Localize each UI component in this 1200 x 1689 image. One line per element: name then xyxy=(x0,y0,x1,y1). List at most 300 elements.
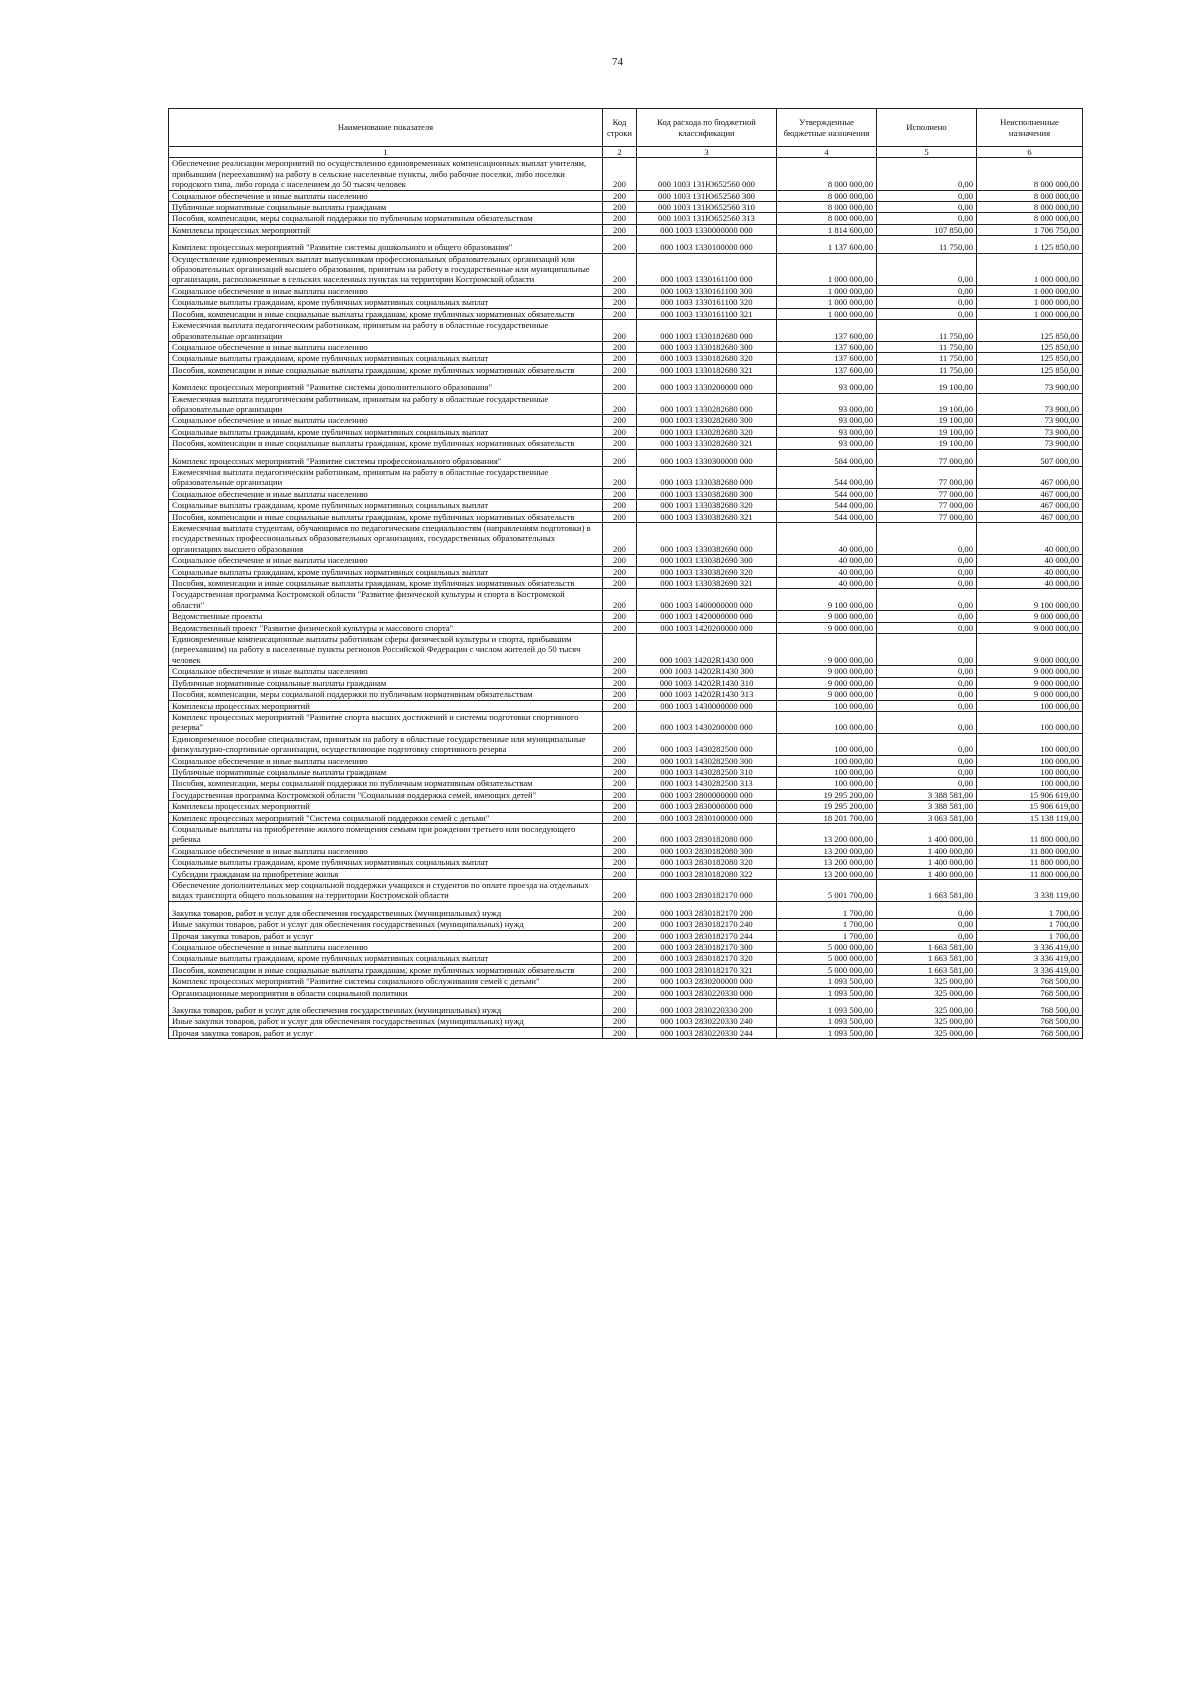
row-name-cell: Комплексы процессных мероприятий xyxy=(169,801,603,812)
row-budget-code-cell: 000 1003 1330161100 320 xyxy=(637,297,777,308)
row-line-code-cell: 200 xyxy=(603,666,637,677)
row-approved-cell: 1 000 000,00 xyxy=(777,285,877,296)
row-executed-cell: 77 000,00 xyxy=(877,500,977,511)
row-approved-cell: 9 000 000,00 xyxy=(777,689,877,700)
row-approved-cell: 137 600,00 xyxy=(777,364,877,375)
row-budget-code-cell: 000 1003 1430282500 313 xyxy=(637,778,777,789)
row-budget-code-cell: 000 1003 1330282680 300 xyxy=(637,415,777,426)
row-line-code-cell: 200 xyxy=(603,364,637,375)
row-line-code-cell: 200 xyxy=(603,733,637,755)
row-line-code-cell: 200 xyxy=(603,297,637,308)
column-number: 4 xyxy=(777,147,877,158)
row-line-code-cell: 200 xyxy=(603,376,637,393)
row-budget-code-cell: 000 1003 2830100000 000 xyxy=(637,812,777,823)
row-budget-code-cell: 000 1003 1330282680 321 xyxy=(637,438,777,449)
row-budget-code-cell: 000 1003 131Ю652560 300 xyxy=(637,190,777,201)
row-approved-cell: 137 600,00 xyxy=(777,341,877,352)
row-name-cell: Пособия, компенсации и иные социальные выплаты гражданам, кроме публичных нормативных обязательств xyxy=(169,364,603,375)
row-executed-cell: 0,00 xyxy=(877,689,977,700)
row-budget-code-cell: 000 1003 1400000000 000 xyxy=(637,589,777,611)
table-row xyxy=(169,376,1083,393)
row-unexecuted-cell: 100 000,00 xyxy=(977,733,1083,755)
row-executed-cell: 77 000,00 xyxy=(877,466,977,488)
row-name-cell: Социальное обеспечение и иные выплаты населению xyxy=(169,341,603,352)
row-executed-cell: 1 663 581,00 xyxy=(877,942,977,953)
table-row xyxy=(169,901,1083,918)
row-budget-code-cell: 000 1003 1430282500 300 xyxy=(637,755,777,766)
row-budget-code-cell: 000 1003 1330100000 000 xyxy=(637,236,777,253)
row-budget-code-cell: 000 1003 2830182080 322 xyxy=(637,868,777,879)
row-executed-cell: 0,00 xyxy=(877,634,977,666)
row-line-code-cell: 200 xyxy=(603,778,637,789)
row-executed-cell: 0,00 xyxy=(877,778,977,789)
row-executed-cell: 0,00 xyxy=(877,622,977,633)
row-unexecuted-cell: 1 706 750,00 xyxy=(977,224,1083,235)
table-row xyxy=(169,224,1083,235)
row-approved-cell: 93 000,00 xyxy=(777,415,877,426)
row-name-cell: Публичные нормативные социальные выплаты гражданам xyxy=(169,766,603,777)
table-row xyxy=(169,353,1083,364)
table-row xyxy=(169,823,1083,845)
row-unexecuted-cell: 100 000,00 xyxy=(977,766,1083,777)
row-line-code-cell: 200 xyxy=(603,285,637,296)
row-approved-cell: 100 000,00 xyxy=(777,778,877,789)
row-executed-cell: 19 100,00 xyxy=(877,376,977,393)
table-row xyxy=(169,190,1083,201)
row-approved-cell: 93 000,00 xyxy=(777,376,877,393)
table-row xyxy=(169,845,1083,856)
row-approved-cell: 9 000 000,00 xyxy=(777,666,877,677)
row-approved-cell: 1 093 500,00 xyxy=(777,987,877,998)
row-unexecuted-cell: 9 100 000,00 xyxy=(977,589,1083,611)
row-budget-code-cell: 000 1003 2830182170 244 xyxy=(637,930,777,941)
row-unexecuted-cell: 467 000,00 xyxy=(977,511,1083,522)
row-name-cell: Обеспечение дополнительных мер социальной поддержки учащихся и студентов по оплате проезда на отдельных видах транспорта общего пользования на территории Костромской области xyxy=(169,880,603,902)
table-row xyxy=(169,438,1083,449)
row-line-code-cell: 200 xyxy=(603,987,637,998)
row-budget-code-cell: 000 1003 2830220330 200 xyxy=(637,999,777,1016)
row-approved-cell: 137 600,00 xyxy=(777,320,877,342)
row-unexecuted-cell: 3 336 419,00 xyxy=(977,964,1083,975)
row-approved-cell: 9 000 000,00 xyxy=(777,634,877,666)
row-unexecuted-cell: 8 000 000,00 xyxy=(977,202,1083,213)
row-name-cell: Социальное обеспечение и иные выплаты населению xyxy=(169,666,603,677)
table-row xyxy=(169,253,1083,285)
row-line-code-cell: 200 xyxy=(603,566,637,577)
row-approved-cell: 100 000,00 xyxy=(777,700,877,711)
row-name-cell: Социальное обеспечение и иные выплаты населению xyxy=(169,555,603,566)
row-budget-code-cell: 000 1003 1420200000 000 xyxy=(637,622,777,633)
row-budget-code-cell: 000 1003 1330382680 300 xyxy=(637,488,777,499)
column-number: 1 xyxy=(169,147,603,158)
row-approved-cell: 9 000 000,00 xyxy=(777,677,877,688)
row-unexecuted-cell: 125 850,00 xyxy=(977,320,1083,342)
row-line-code-cell: 200 xyxy=(603,711,637,733)
row-unexecuted-cell: 768 500,00 xyxy=(977,987,1083,998)
row-approved-cell: 40 000,00 xyxy=(777,523,877,555)
row-name-cell: Государственная программа Костромской области "Социальная поддержка семей, имеющих детей" xyxy=(169,789,603,800)
row-budget-code-cell: 000 1003 1430000000 000 xyxy=(637,700,777,711)
row-line-code-cell: 200 xyxy=(603,919,637,930)
row-unexecuted-cell: 1 000 000,00 xyxy=(977,285,1083,296)
row-budget-code-cell: 000 1003 1330382690 321 xyxy=(637,578,777,589)
row-executed-cell: 0,00 xyxy=(877,308,977,319)
row-budget-code-cell: 000 1003 2830220330 000 xyxy=(637,987,777,998)
row-name-cell: Осуществление единовременных выплат выпускникам профессиональных образовательных организаций или образовательных организаций высшего образования, принятым на работу в государственные или муниципальные организации, расположенные в сельских населенных пунктах на территории Костромской области xyxy=(169,253,603,285)
row-budget-code-cell: 000 1003 1420000000 000 xyxy=(637,611,777,622)
row-executed-cell: 0,00 xyxy=(877,700,977,711)
row-name-cell: Иные закупки товаров, работ и услуг для обеспечения государственных (муниципальных) нужд xyxy=(169,1016,603,1027)
row-budget-code-cell: 000 1003 1430282500 310 xyxy=(637,766,777,777)
row-name-cell: Социальное обеспечение и иные выплаты населению xyxy=(169,415,603,426)
row-line-code-cell: 200 xyxy=(603,700,637,711)
row-budget-code-cell: 000 1003 131Ю652560 000 xyxy=(637,158,777,190)
table-row xyxy=(169,426,1083,437)
row-executed-cell: 0,00 xyxy=(877,213,977,224)
row-unexecuted-cell: 73 900,00 xyxy=(977,438,1083,449)
row-executed-cell: 3 063 581,00 xyxy=(877,812,977,823)
budget-execution-table xyxy=(168,108,1083,1039)
row-line-code-cell: 200 xyxy=(603,812,637,823)
row-approved-cell: 5 000 000,00 xyxy=(777,953,877,964)
table-row xyxy=(169,555,1083,566)
table-row xyxy=(169,341,1083,352)
row-approved-cell: 13 200 000,00 xyxy=(777,868,877,879)
row-executed-cell: 0,00 xyxy=(877,755,977,766)
row-executed-cell: 1 663 581,00 xyxy=(877,880,977,902)
table-row xyxy=(169,857,1083,868)
row-approved-cell: 19 295 200,00 xyxy=(777,789,877,800)
row-name-cell: Иные закупки товаров, работ и услуг для обеспечения государственных (муниципальных) нужд xyxy=(169,919,603,930)
row-unexecuted-cell: 1 700,00 xyxy=(977,919,1083,930)
row-unexecuted-cell: 1 700,00 xyxy=(977,901,1083,918)
row-budget-code-cell: 000 1003 1330000000 000 xyxy=(637,224,777,235)
row-budget-code-cell: 000 1003 1330382680 321 xyxy=(637,511,777,522)
row-executed-cell: 0,00 xyxy=(877,253,977,285)
row-name-cell: Социальное обеспечение и иные выплаты населению xyxy=(169,942,603,953)
row-name-cell: Социальное обеспечение и иные выплаты населению xyxy=(169,755,603,766)
row-unexecuted-cell: 100 000,00 xyxy=(977,755,1083,766)
row-line-code-cell: 200 xyxy=(603,341,637,352)
row-approved-cell: 93 000,00 xyxy=(777,426,877,437)
row-budget-code-cell: 000 1003 2830182170 300 xyxy=(637,942,777,953)
row-line-code-cell: 200 xyxy=(603,438,637,449)
row-budget-code-cell: 000 1003 1330182680 320 xyxy=(637,353,777,364)
row-line-code-cell: 200 xyxy=(603,976,637,987)
row-approved-cell: 1 700,00 xyxy=(777,930,877,941)
row-name-cell: Ведомственный проект "Развитие физической культуры и массового спорта" xyxy=(169,622,603,633)
table-row xyxy=(169,578,1083,589)
row-approved-cell: 13 200 000,00 xyxy=(777,857,877,868)
row-name-cell: Комплексы процессных мероприятий xyxy=(169,700,603,711)
row-name-cell: Социальные выплаты гражданам, кроме публичных нормативных социальных выплат xyxy=(169,426,603,437)
row-budget-code-cell: 000 1003 2830000000 000 xyxy=(637,801,777,812)
row-name-cell: Социальные выплаты гражданам, кроме публичных нормативных социальных выплат xyxy=(169,566,603,577)
row-unexecuted-cell: 73 900,00 xyxy=(977,426,1083,437)
row-approved-cell: 100 000,00 xyxy=(777,755,877,766)
row-budget-code-cell: 000 1003 2830200000 000 xyxy=(637,976,777,987)
row-line-code-cell: 200 xyxy=(603,1016,637,1027)
row-unexecuted-cell: 40 000,00 xyxy=(977,566,1083,577)
row-budget-code-cell: 000 1003 2830220330 244 xyxy=(637,1027,777,1038)
row-unexecuted-cell: 8 000 000,00 xyxy=(977,158,1083,190)
row-line-code-cell: 200 xyxy=(603,353,637,364)
row-unexecuted-cell: 15 906 619,00 xyxy=(977,801,1083,812)
table-row xyxy=(169,236,1083,253)
table-row xyxy=(169,320,1083,342)
row-name-cell: Пособия, компенсации и иные социальные выплаты гражданам, кроме публичных нормативных обязательств xyxy=(169,308,603,319)
row-name-cell: Пособия, компенсации, меры социальной поддержки по публичным нормативным обязательствам xyxy=(169,778,603,789)
row-line-code-cell: 200 xyxy=(603,611,637,622)
row-executed-cell: 0,00 xyxy=(877,523,977,555)
column-number: 3 xyxy=(637,147,777,158)
row-budget-code-cell: 000 1003 1330382690 300 xyxy=(637,555,777,566)
row-name-cell: Пособия, компенсации, меры социальной поддержки по публичным нормативным обязательствам xyxy=(169,213,603,224)
table-row xyxy=(169,868,1083,879)
row-budget-code-cell: 000 1003 1330282680 320 xyxy=(637,426,777,437)
table-row xyxy=(169,415,1083,426)
row-name-cell: Пособия, компенсации и иные социальные выплаты гражданам, кроме публичных нормативных обязательств xyxy=(169,578,603,589)
row-line-code-cell: 200 xyxy=(603,236,637,253)
row-name-cell: Социальные выплаты гражданам, кроме публичных нормативных социальных выплат xyxy=(169,953,603,964)
row-executed-cell: 0,00 xyxy=(877,666,977,677)
row-line-code-cell: 200 xyxy=(603,999,637,1016)
row-unexecuted-cell: 467 000,00 xyxy=(977,500,1083,511)
table-row xyxy=(169,919,1083,930)
row-budget-code-cell: 000 1003 1330382680 000 xyxy=(637,466,777,488)
row-line-code-cell: 200 xyxy=(603,466,637,488)
row-line-code-cell: 200 xyxy=(603,930,637,941)
row-approved-cell: 544 000,00 xyxy=(777,500,877,511)
row-budget-code-cell: 000 1003 2830182170 320 xyxy=(637,953,777,964)
row-budget-code-cell: 000 1003 131Ю652560 310 xyxy=(637,202,777,213)
row-name-cell: Обеспечение реализации мероприятий по осуществлению единовременных компенсационных выплат учителям, прибывшим (переехавшим) на работу в сельские населенные пункты, либо рабочие поселки, либо поселки городского типа, либо города с населением до 50 тысяч человек xyxy=(169,158,603,190)
row-line-code-cell: 200 xyxy=(603,224,637,235)
table-row xyxy=(169,622,1083,633)
row-line-code-cell: 200 xyxy=(603,755,637,766)
row-line-code-cell: 200 xyxy=(603,901,637,918)
row-approved-cell: 9 000 000,00 xyxy=(777,611,877,622)
row-line-code-cell: 200 xyxy=(603,1027,637,1038)
page-number: 74 xyxy=(612,56,623,68)
row-unexecuted-cell: 11 800 000,00 xyxy=(977,868,1083,879)
row-line-code-cell: 200 xyxy=(603,308,637,319)
row-name-cell: Социальные выплаты гражданам, кроме публичных нормативных социальных выплат xyxy=(169,353,603,364)
row-budget-code-cell: 000 1003 1330200000 000 xyxy=(637,376,777,393)
row-executed-cell: 0,00 xyxy=(877,297,977,308)
row-approved-cell: 1 000 000,00 xyxy=(777,297,877,308)
row-approved-cell: 13 200 000,00 xyxy=(777,823,877,845)
table-row xyxy=(169,523,1083,555)
row-executed-cell: 0,00 xyxy=(877,578,977,589)
row-budget-code-cell: 000 1003 2830182170 000 xyxy=(637,880,777,902)
row-executed-cell: 11 750,00 xyxy=(877,353,977,364)
row-budget-code-cell: 000 1003 2830220330 240 xyxy=(637,1016,777,1027)
row-executed-cell: 1 400 000,00 xyxy=(877,868,977,879)
row-name-cell: Социальные выплаты гражданам, кроме публичных нормативных социальных выплат xyxy=(169,500,603,511)
row-budget-code-cell: 000 1003 1330161100 300 xyxy=(637,285,777,296)
table-row xyxy=(169,611,1083,622)
row-budget-code-cell: 000 1003 1330300000 000 xyxy=(637,449,777,466)
row-unexecuted-cell: 125 850,00 xyxy=(977,364,1083,375)
row-approved-cell: 40 000,00 xyxy=(777,566,877,577)
row-approved-cell: 40 000,00 xyxy=(777,578,877,589)
table-row xyxy=(169,589,1083,611)
table-row xyxy=(169,789,1083,800)
row-budget-code-cell: 000 1003 14202R1430 313 xyxy=(637,689,777,700)
row-executed-cell: 107 850,00 xyxy=(877,224,977,235)
table-row xyxy=(169,285,1083,296)
row-approved-cell: 544 000,00 xyxy=(777,511,877,522)
row-executed-cell: 3 388 581,00 xyxy=(877,789,977,800)
table-row xyxy=(169,733,1083,755)
row-executed-cell: 325 000,00 xyxy=(877,1027,977,1038)
table-row xyxy=(169,766,1083,777)
row-executed-cell: 0,00 xyxy=(877,158,977,190)
row-unexecuted-cell: 125 850,00 xyxy=(977,353,1083,364)
row-approved-cell: 544 000,00 xyxy=(777,466,877,488)
row-unexecuted-cell: 3 336 419,00 xyxy=(977,953,1083,964)
row-unexecuted-cell: 467 000,00 xyxy=(977,488,1083,499)
row-budget-code-cell: 000 1003 1330161100 000 xyxy=(637,253,777,285)
table-row xyxy=(169,1016,1083,1027)
row-approved-cell: 9 100 000,00 xyxy=(777,589,877,611)
row-unexecuted-cell: 1 700,00 xyxy=(977,930,1083,941)
row-approved-cell: 1 814 600,00 xyxy=(777,224,877,235)
row-unexecuted-cell: 40 000,00 xyxy=(977,555,1083,566)
row-budget-code-cell: 000 1003 131Ю652560 313 xyxy=(637,213,777,224)
row-unexecuted-cell: 15 906 619,00 xyxy=(977,789,1083,800)
row-name-cell: Единовременное пособие специалистам, принятым на работу в областные государственные или муниципальные физкультурно-спортивные организации, осуществляющие подготовку спортивного резерва xyxy=(169,733,603,755)
row-name-cell: Комплекс процессных мероприятий "Развитие системы дошкольного и общего образования" xyxy=(169,236,603,253)
row-line-code-cell: 200 xyxy=(603,880,637,902)
row-approved-cell: 100 000,00 xyxy=(777,766,877,777)
row-name-cell: Единовременные компенсационные выплаты работникам сферы физической культуры и спорта, прибывшим (переехавшим) на работу в населенные пункты регионов Российской Федерации с числом жителей до 50 тысяч человек xyxy=(169,634,603,666)
row-name-cell: Социальное обеспечение и иные выплаты населению xyxy=(169,488,603,499)
row-unexecuted-cell: 1 125 850,00 xyxy=(977,236,1083,253)
row-name-cell: Комплекс процессных мероприятий "Развитие системы социального обслуживания семей с детьми" xyxy=(169,976,603,987)
row-name-cell: Ежемесячная выплата студентам, обучающимся по педагогическим специальностям (направлениям подготовки) в государственных профессиональных образовательных организациях, государственных образовательных организациях высшего образования xyxy=(169,523,603,555)
row-budget-code-cell: 000 1003 14202R1430 000 xyxy=(637,634,777,666)
row-line-code-cell: 200 xyxy=(603,964,637,975)
header-executed: Исполнено xyxy=(877,109,977,147)
row-executed-cell: 19 100,00 xyxy=(877,393,977,415)
row-name-cell: Ежемесячная выплата педагогическим работникам, принятым на работу в областные государственные образовательные организации xyxy=(169,320,603,342)
row-unexecuted-cell: 9 000 000,00 xyxy=(977,689,1083,700)
row-unexecuted-cell: 1 000 000,00 xyxy=(977,253,1083,285)
table-row xyxy=(169,677,1083,688)
row-executed-cell: 0,00 xyxy=(877,901,977,918)
table-row xyxy=(169,1027,1083,1038)
column-number-row xyxy=(169,147,1083,158)
row-approved-cell: 8 000 000,00 xyxy=(777,158,877,190)
row-line-code-cell: 200 xyxy=(603,500,637,511)
header-line-code: Код строки xyxy=(603,109,637,147)
row-line-code-cell: 200 xyxy=(603,523,637,555)
row-approved-cell: 100 000,00 xyxy=(777,711,877,733)
row-name-cell: Пособия, компенсации, меры социальной поддержки по публичным нормативным обязательствам xyxy=(169,689,603,700)
row-unexecuted-cell: 100 000,00 xyxy=(977,700,1083,711)
row-name-cell: Социальные выплаты гражданам, кроме публичных нормативных социальных выплат xyxy=(169,297,603,308)
row-name-cell: Публичные нормативные социальные выплаты гражданам xyxy=(169,677,603,688)
row-name-cell: Пособия, компенсации и иные социальные выплаты гражданам, кроме публичных нормативных обязательств xyxy=(169,964,603,975)
row-unexecuted-cell: 8 000 000,00 xyxy=(977,190,1083,201)
row-unexecuted-cell: 40 000,00 xyxy=(977,578,1083,589)
row-name-cell: Комплекс процессных мероприятий "Система социальной поддержки семей с детьми" xyxy=(169,812,603,823)
row-approved-cell: 18 201 700,00 xyxy=(777,812,877,823)
row-unexecuted-cell: 467 000,00 xyxy=(977,466,1083,488)
row-unexecuted-cell: 11 800 000,00 xyxy=(977,845,1083,856)
row-name-cell: Пособия, компенсации и иные социальные выплаты гражданам, кроме публичных нормативных обязательств xyxy=(169,511,603,522)
row-name-cell: Комплекс процессных мероприятий "Развитие спорта высших достижений и системы подготовки спортивного резерва" xyxy=(169,711,603,733)
row-executed-cell: 325 000,00 xyxy=(877,1016,977,1027)
row-budget-code-cell: 000 1003 1430200000 000 xyxy=(637,711,777,733)
header-name: Наименование показателя xyxy=(169,109,603,147)
row-line-code-cell: 200 xyxy=(603,942,637,953)
row-name-cell: Социальное обеспечение и иные выплаты населению xyxy=(169,845,603,856)
row-unexecuted-cell: 73 900,00 xyxy=(977,376,1083,393)
row-name-cell: Ежемесячная выплата педагогическим работникам, принятым на работу в областные государственные образовательные организации xyxy=(169,466,603,488)
table-row xyxy=(169,976,1083,987)
row-executed-cell: 1 400 000,00 xyxy=(877,857,977,868)
row-approved-cell: 9 000 000,00 xyxy=(777,622,877,633)
row-budget-code-cell: 000 1003 1330382680 320 xyxy=(637,500,777,511)
row-budget-code-cell: 000 1003 1330382690 320 xyxy=(637,566,777,577)
table-row xyxy=(169,202,1083,213)
row-executed-cell: 77 000,00 xyxy=(877,511,977,522)
row-executed-cell: 325 000,00 xyxy=(877,987,977,998)
row-line-code-cell: 200 xyxy=(603,555,637,566)
row-approved-cell: 5 000 000,00 xyxy=(777,964,877,975)
row-name-cell: Пособия, компенсации и иные социальные выплаты гражданам, кроме публичных нормативных обязательств xyxy=(169,438,603,449)
row-budget-code-cell: 000 1003 1330182680 000 xyxy=(637,320,777,342)
row-name-cell: Прочая закупка товаров, работ и услуг xyxy=(169,1027,603,1038)
row-unexecuted-cell: 100 000,00 xyxy=(977,711,1083,733)
row-budget-code-cell: 000 1003 2830182080 320 xyxy=(637,857,777,868)
row-executed-cell: 1 400 000,00 xyxy=(877,845,977,856)
table-row xyxy=(169,466,1083,488)
row-name-cell: Комплекс процессных мероприятий "Развитие системы дополнительного образования" xyxy=(169,376,603,393)
row-executed-cell: 19 100,00 xyxy=(877,415,977,426)
row-unexecuted-cell: 73 900,00 xyxy=(977,393,1083,415)
row-approved-cell: 93 000,00 xyxy=(777,438,877,449)
row-unexecuted-cell: 1 000 000,00 xyxy=(977,297,1083,308)
row-approved-cell: 1 700,00 xyxy=(777,919,877,930)
row-budget-code-cell: 000 1003 2830182170 321 xyxy=(637,964,777,975)
row-approved-cell: 1 000 000,00 xyxy=(777,308,877,319)
row-executed-cell: 1 663 581,00 xyxy=(877,964,977,975)
row-budget-code-cell: 000 1003 1330161100 321 xyxy=(637,308,777,319)
row-executed-cell: 325 000,00 xyxy=(877,999,977,1016)
table-row xyxy=(169,393,1083,415)
row-executed-cell: 11 750,00 xyxy=(877,341,977,352)
table-row xyxy=(169,711,1083,733)
table-body xyxy=(169,158,1083,1039)
row-approved-cell: 544 000,00 xyxy=(777,488,877,499)
row-line-code-cell: 200 xyxy=(603,320,637,342)
row-approved-cell: 1 000 000,00 xyxy=(777,253,877,285)
row-executed-cell: 0,00 xyxy=(877,589,977,611)
row-line-code-cell: 200 xyxy=(603,213,637,224)
row-unexecuted-cell: 40 000,00 xyxy=(977,523,1083,555)
table-row xyxy=(169,308,1083,319)
row-approved-cell: 19 295 200,00 xyxy=(777,801,877,812)
row-unexecuted-cell: 73 900,00 xyxy=(977,415,1083,426)
row-executed-cell: 3 388 581,00 xyxy=(877,801,977,812)
row-approved-cell: 1 137 600,00 xyxy=(777,236,877,253)
row-unexecuted-cell: 1 000 000,00 xyxy=(977,308,1083,319)
row-line-code-cell: 200 xyxy=(603,677,637,688)
